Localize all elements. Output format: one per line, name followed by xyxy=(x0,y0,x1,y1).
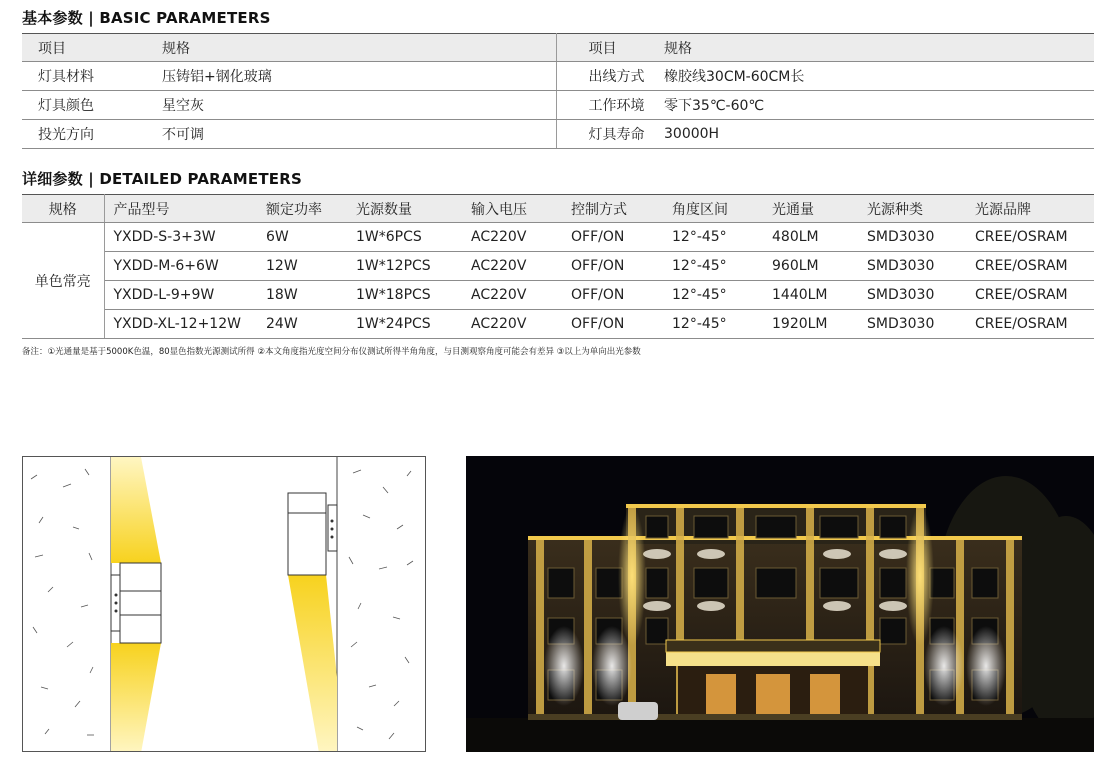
detail-cell: YXDD-S-3+3W xyxy=(104,223,266,252)
detail-cell: CREE/OSRAM xyxy=(965,310,1094,339)
basic-value: 橡胶线30CM-60CM长 xyxy=(664,62,1094,91)
basic-key: 出线方式 xyxy=(556,62,664,91)
detail-cell: OFF/ON xyxy=(561,252,662,281)
detail-cell: 1W*6PCS xyxy=(346,223,461,252)
table-row xyxy=(22,252,1094,281)
detail-cell: 12W xyxy=(266,252,346,281)
detail-cell: 12°-45° xyxy=(662,252,762,281)
basic-value: 星空灰 xyxy=(162,91,556,120)
table-row xyxy=(22,91,1094,120)
table-row xyxy=(22,120,1094,149)
table-row xyxy=(22,310,1094,339)
night-photo-svg xyxy=(466,456,1094,752)
detail-header-row xyxy=(22,195,1094,223)
detail-cell: CREE/OSRAM xyxy=(965,252,1094,281)
basic-key: 工作环境 xyxy=(556,91,664,120)
detail-header-cell: 规格 xyxy=(22,195,104,223)
basic-header-row xyxy=(22,34,1094,62)
detail-header-cell: 控制方式 xyxy=(561,195,662,223)
basic-parameters-title: 基本参数 | BASIC PARAMETERS xyxy=(22,9,271,27)
detailed-parameters-title: 详细参数 | DETAILED PARAMETERS xyxy=(22,170,302,188)
detail-cell: 1W*18PCS xyxy=(346,281,461,310)
wall-lamp-beam-diagram-icon xyxy=(22,456,426,752)
detailed-parameters-table xyxy=(22,194,1094,339)
detail-cell: 1W*12PCS xyxy=(346,252,461,281)
detail-cell: SMD3030 xyxy=(857,252,965,281)
basic-header-spec-right: 规格 xyxy=(664,34,1094,62)
basic-parameters-table xyxy=(22,33,1094,149)
detail-cell: 960LM xyxy=(762,252,857,281)
detail-cell: CREE/OSRAM xyxy=(965,281,1094,310)
table-row xyxy=(22,223,1094,252)
footnote: 备注：①光通量是基于5000K色温，80显色指数光源测试所得 ②本文角度指光度空间分布仪测试所得半角角度，与目测观察角度可能会有差异 ③以上为单向出光参数 xyxy=(22,347,641,357)
detail-cell: AC220V xyxy=(461,281,561,310)
detail-header-cell: 额定功率 xyxy=(266,195,346,223)
beam-diagram-svg xyxy=(23,457,426,752)
detail-header-cell: 角度区间 xyxy=(662,195,762,223)
detail-header-cell: 产品型号 xyxy=(104,195,266,223)
detail-cell: 1920LM xyxy=(762,310,857,339)
detail-cell: AC220V xyxy=(461,310,561,339)
detail-cell: SMD3030 xyxy=(857,223,965,252)
basic-value: 30000H xyxy=(664,120,1094,149)
detail-header-cell: 光源品牌 xyxy=(965,195,1094,223)
detail-cell: AC220V xyxy=(461,252,561,281)
detail-cell: 18W xyxy=(266,281,346,310)
detail-header-cell: 光源数量 xyxy=(346,195,461,223)
detail-cell: YXDD-M-6+6W xyxy=(104,252,266,281)
detail-cell: 6W xyxy=(266,223,346,252)
detail-cell: AC220V xyxy=(461,223,561,252)
detail-cell: CREE/OSRAM xyxy=(965,223,1094,252)
building-night-lighting-photo-icon xyxy=(466,456,1094,752)
basic-value: 不可调 xyxy=(162,120,556,149)
detail-cell: YXDD-XL-12+12W xyxy=(104,310,266,339)
detail-cell: YXDD-L-9+9W xyxy=(104,281,266,310)
basic-key: 灯具寿命 xyxy=(556,120,664,149)
detail-cell: 12°-45° xyxy=(662,223,762,252)
detail-header-cell: 输入电压 xyxy=(461,195,561,223)
detail-cell: 480LM xyxy=(762,223,857,252)
basic-value: 零下35℃-60℃ xyxy=(664,91,1094,120)
detail-cell: 1W*24PCS xyxy=(346,310,461,339)
detail-cell: 12°-45° xyxy=(662,310,762,339)
detail-cell: OFF/ON xyxy=(561,223,662,252)
table-row xyxy=(22,62,1094,91)
detail-header-cell: 光通量 xyxy=(762,195,857,223)
basic-key: 灯具材料 xyxy=(22,62,162,91)
detail-cell: OFF/ON xyxy=(561,310,662,339)
table-row xyxy=(22,281,1094,310)
detail-cell: 24W xyxy=(266,310,346,339)
basic-header-spec-left: 规格 xyxy=(162,34,556,62)
detail-cell: 1440LM xyxy=(762,281,857,310)
detail-header-cell: 光源种类 xyxy=(857,195,965,223)
detail-cell: SMD3030 xyxy=(857,310,965,339)
detail-cell: OFF/ON xyxy=(561,281,662,310)
basic-header-item-right: 项目 xyxy=(556,34,664,62)
detail-cell: SMD3030 xyxy=(857,281,965,310)
spec-group-label: 单色常亮 xyxy=(22,223,104,339)
detail-cell: 12°-45° xyxy=(662,281,762,310)
basic-key: 灯具颜色 xyxy=(22,91,162,120)
basic-key: 投光方向 xyxy=(22,120,162,149)
basic-header-item-left: 项目 xyxy=(22,34,162,62)
basic-value: 压铸铝+钢化玻璃 xyxy=(162,62,556,91)
